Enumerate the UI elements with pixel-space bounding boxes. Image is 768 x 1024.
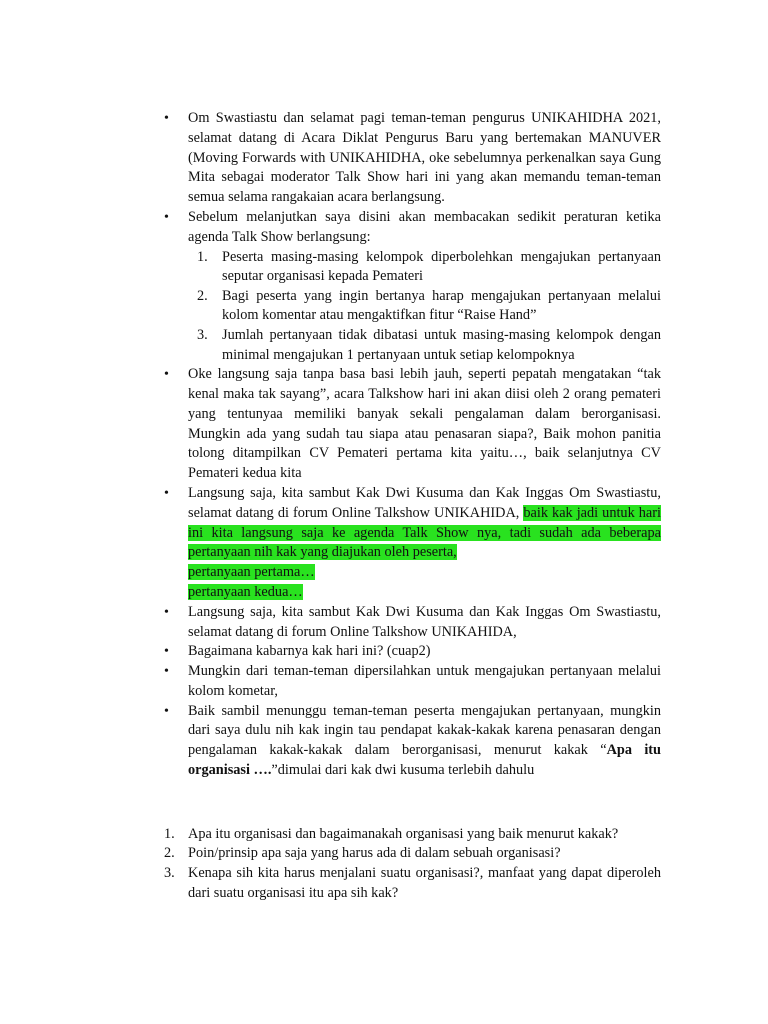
spacer [188,781,661,825]
rule-item [197,248,661,287]
bullet-first-question-bold: Apa itu organisasi …. [188,742,661,779]
script-bullet-list [188,109,661,781]
rule-number: 2. [197,287,208,304]
highlighted-agenda-text: baik kak jadi untuk hari ini kita langsung saja ke agenda Talk Show nya, tadi sudah ada beberapa pertanyaan nih kak yang diajukan oleh peserta, [188,504,661,561]
bullet-welcome-highlighted [188,484,661,603]
question-number: 1. [164,825,175,842]
bullet-welcome-repeat-text: Langsung saja, kita sambut Kak Dwi Kusuma dan Kak Inggas Om Swastiastu, selamat datang di forum Online Talkshow UNIKAHIDA, [188,603,661,640]
question-item [164,825,661,845]
bullet-speakers-intro [188,365,661,484]
question-text: Poin/prinsip apa saja yang harus ada di dalam sebuah organisasi? [188,845,561,862]
bullet-invite-questions [188,662,661,702]
question-list [164,825,661,903]
bullet-greeting-text: Bagaimana kabarnya kak hari ini? (cuap2) [188,643,431,660]
question-item [164,864,661,903]
rule-item [197,287,661,326]
bullet-first-question-after: ”dimulai dari kak dwi kusuma terlebih dahulu [271,762,535,779]
bullet-greeting [188,642,661,662]
bullet-opening [188,109,661,208]
bullet-first-question [188,702,661,781]
highlighted-question-one: pertanyaan pertama… [188,564,315,581]
question-number: 2. [164,845,175,862]
question-text: Apa itu organisasi dan bagaimanakah organisasi yang baik menurut kakak? [188,825,619,842]
question-item [164,844,661,864]
bullet-rules-intro-text: Sebelum melanjutkan saya disini akan membacakan sedikit peraturan ketika agenda Talk Show berlangsung: [188,208,661,245]
bullet-welcome-text: Langsung saja, kita sambut Kak Dwi Kusuma dan Kak Inggas Om Swastiastu, selamat datang di forum Online Talkshow UNIKAHIDA, [188,484,661,521]
rule-text: Peserta masing-masing kelompok diperbolehkan mengajukan pertanyaan seputar organisasi kepada Pemateri [222,248,661,285]
rule-number: 1. [197,248,208,265]
highlighted-question-two: pertanyaan kedua… [188,583,303,600]
rule-text: Jumlah pertanyaan tidak dibatasi untuk masing-masing kelompok dengan minimal mengajukan 1 pertanyaan untuk setiap kelompoknya [222,326,661,363]
bullet-opening-text: Om Swastiastu dan selamat pagi teman-teman pengurus UNIKAHIDHA 2021, selamat datang di Acara Diklat Pengurus Baru yang bertemakan MANUVER (Moving Forwards with UNIKAHIDHA, oke sebelumnya perkenalkan saya Gung Mita sebagai moderator Talk Show hari ini yang akan memandu teman-teman semua selama rangakaian acara berlangsung. [188,110,661,206]
rules-list [188,248,661,366]
bullet-invite-questions-text: Mungkin dari teman-teman dipersilahkan untuk mengajukan pertanyaan melalui kolom kometar, [188,663,661,699]
rule-text: Bagi peserta yang ingin bertanya harap mengajukan pertanyaan melalui kolom komentar atau mengaktifkan fitur “Raise Hand” [222,287,661,324]
rule-item [197,326,661,365]
rule-number: 3. [197,326,208,343]
bullet-speakers-intro-text: Oke langsung saja tanpa basa basi lebih jauh, seperti pepatah mengatakan “tak kenal maka tak sayang”, acara Talkshow hari ini akan diisi oleh 2 orang pemateri yang tentunyaa memiliki banyak sekali pengalaman dalam berorganisasi. Mungkin ada yang sudah tau siapa atau penasaran siapa?, Baik mohon panitia tolong ditampilkan CV Pemateri pertama kita yaitu…, baik selanjutnya CV Pemateri kedua kita [188,366,661,482]
question-number: 3. [164,865,175,882]
bullet-welcome [188,603,661,643]
bullet-first-question-before: Baik sambil menunggu teman-teman peserta mengajukan pertanyaan, mungkin dari saya dulu nih kak ingin tau pendapat kakak-kakak karena penasaran dengan pengalaman kakak-kakak dalam berorganisasi, menurut kakak “ [188,702,661,759]
question-text: Kenapa sih kita harus menjalani suatu organisasi?, manfaat yang dapat diperoleh dari suatu organisasi itu apa sih kak? [188,865,661,901]
bullet-rules-intro [188,208,661,365]
